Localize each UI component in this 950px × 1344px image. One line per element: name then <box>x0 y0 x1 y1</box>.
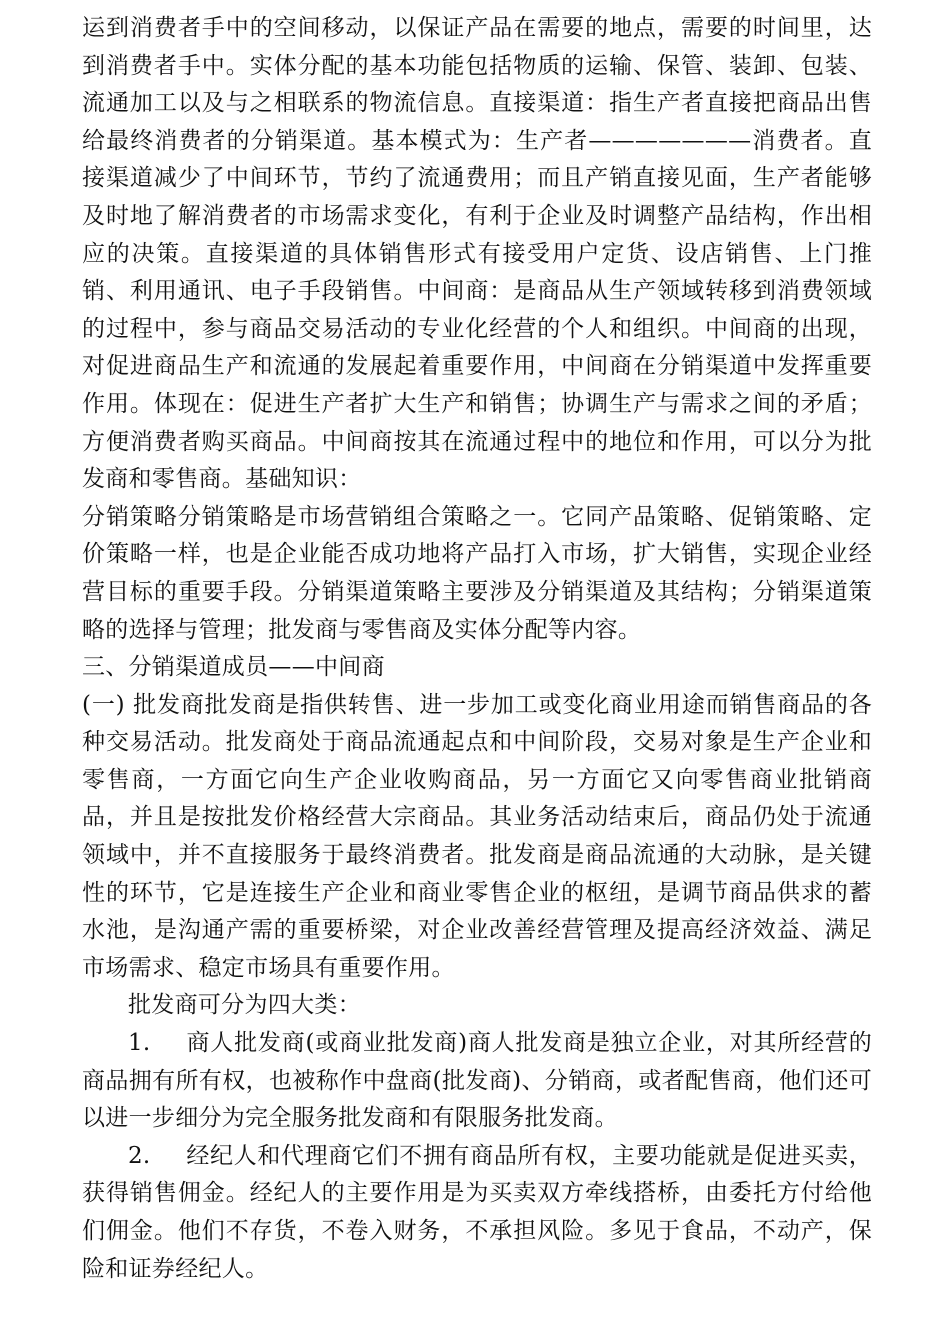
list-item-text: 经纪人和代理商它们不拥有商品所有权，主要功能就是促进买卖，获得销售佣金。经纪人的主要作用是为买卖双方牵线搭桥，由委托方付给他们佣金。他们不存货，不卷入财务，不承担风险。多见于食品，不动产，保险和证券经纪人。 <box>82 1142 872 1282</box>
section-heading: 三、分销渠道成员——中间商 <box>82 654 385 681</box>
paragraph-physical-distribution: 运到消费者手中的空间移动，以保证产品在需要的地点，需要的时间里，达到消费者手中。实体分配的基本功能包括物质的运输、保管、装卸、包装、流通加工以及与之相联系的物流信息。直接渠道：指生产者直接把商品出售给最终消费者的分销渠道。基本模式为：生产者———————消费者。直接渠道减少了中间环节，节约了流通费用；而且产销直接见面，生产者能够及时地了解消费者的市场需求变化，有利于企业及时调整产品结构，作出相应的决策。直接渠道的具体销售形式有接受用户定货、设店销售、上门推销、利用通讯、电子手段销售。中间商：是商品从生产领域转移到消费领域的过程中，参与商品交易活动的专业化经营的个人和组织。中间商的出现，对促进商品生产和流通的发展起着重要作用，中间商在分销渠道中发挥重要作用。体现在：促进生产者扩大生产和销售；协调生产与需求之间的矛盾；方便消费者购买商品。中间商按其在流通过程中的地位和作用，可以分为批发商和零售商。基础知识： <box>82 15 872 493</box>
document-page <box>82 10 872 1288</box>
paragraph-wholesaler-types: 批发商可分为四大类： <box>128 992 361 1019</box>
list-item <box>82 1025 872 1138</box>
list-item-text: 商人批发商(或商业批发商)商人批发商是独立企业，对其所经营的商品拥有所有权，也被称作中盘商(批发商)、分销商，或者配售商，他们还可以进一步细分为完全服务批发商和有限服务批发商。 <box>82 1030 872 1132</box>
paragraph-wholesaler: (一) 批发商批发商是指供转售、进一步加工或变化商业用途而销售商品的各种交易活动。批发商处于商品流通起点和中间阶段，交易对象是生产企业和零售商，一方面它向生产企业收购商品，另一方面它又向零售商业批销商品，并且是按批发价格经营大宗商品。其业务活动结束后，商品仍处于流通领域中，并不直接服务于最终消费者。批发商是商品流通的大动脉，是关键性的环节，它是连接生产企业和商业零售企业的枢纽，是调节商品供求的蓄水池，是沟通产需的重要桥梁，对企业改善经营管理及提高经济效益、满足市场需求、稳定市场具有重要作用。 <box>82 691 872 981</box>
list-item-number: 1. <box>128 1030 151 1057</box>
list-item-number: 2. <box>128 1142 151 1169</box>
paragraph-distribution-strategy: 分销策略分销策略是市场营销组合策略之一。它同产品策略、促销策略、定价策略一样，也是企业能否成功地将产品打入市场，扩大销售，实现企业经营目标的重要手段。分销渠道策略主要涉及分销渠道及其结构；分销渠道策略的选择与管理；批发商与零售商及实体分配等内容。 <box>82 503 872 643</box>
list-item <box>82 1138 872 1288</box>
